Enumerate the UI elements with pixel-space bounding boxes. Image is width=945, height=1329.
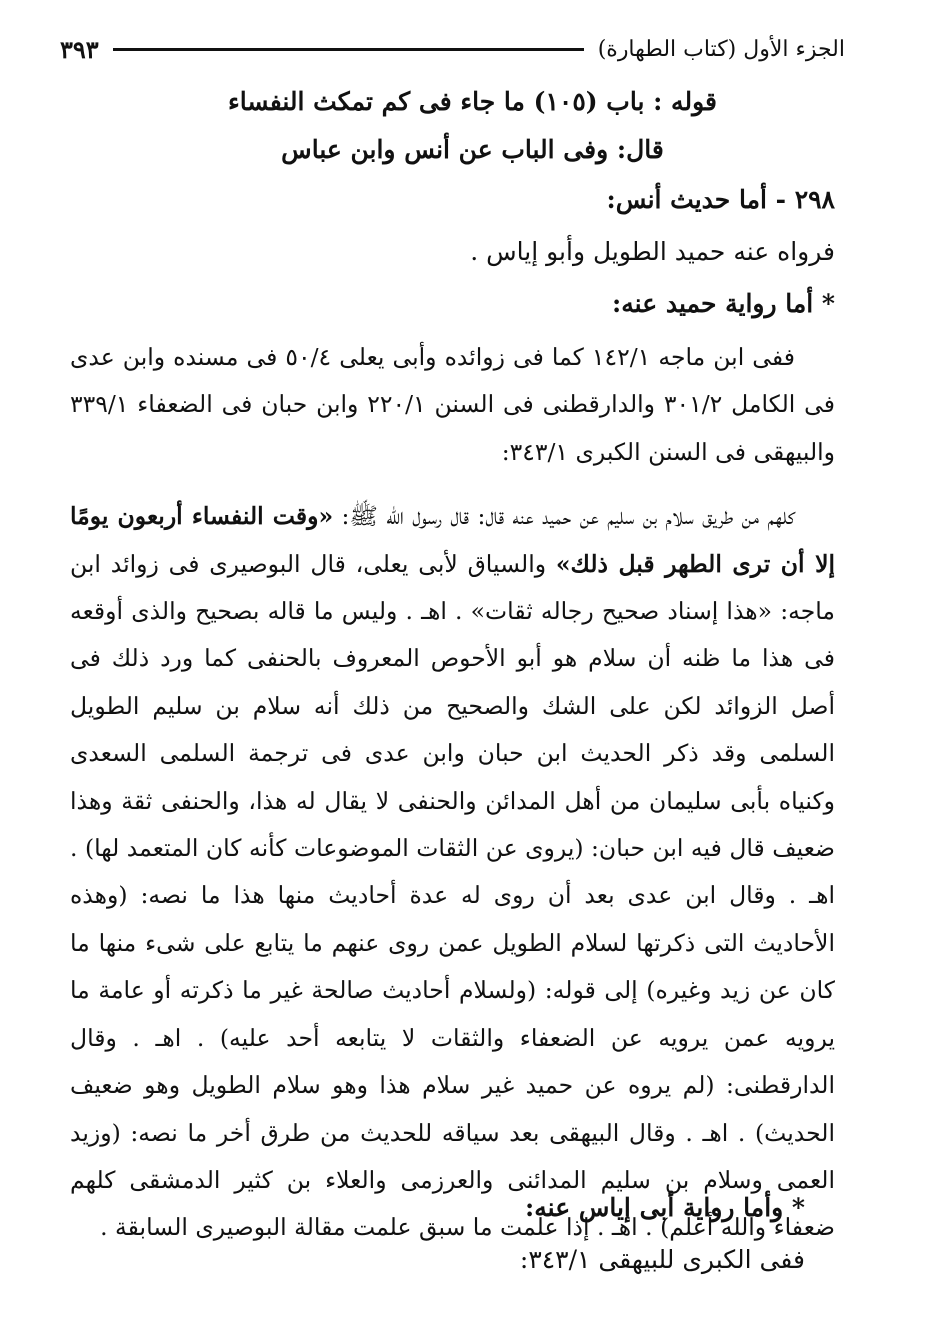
- hadith-item-title: ٢٩٨ - أما حديث أنس:: [606, 185, 835, 214]
- paragraph-mid: والسياق لأبى يعلى، قال البوصيرى فى زوائد ابن ماجه: «هذا إسناد صحيح رجاله ثقات» . اهـ .: [70, 549, 835, 626]
- paragraph-discussion: [70, 493, 835, 1252]
- paragraph-rest: وليس ما قاله بصحيح والذى أوقعه فى هذا ما ظنه أن سلام هو أبو الأحوص المعروف بالحنفى كما ورد ذلك فى أصل الزوائد لكن على الشك والصحيح من ذلك أنه سلام بن سليم الطويل السلمى وقد ذكر الحديث ابن حبان وابن عدى فى ترجمة السلمى السعدى وكنياه بأبى سليمان من أهل المدائن والحنفى لا يقال له هذا، والحنفى ثقة وهذا ضعيف قال فيه ابن حبان: (يروى عن الثقات الموضوعات كأنه كان المتعمد لها) . اهـ . وقال ابن عدى بعد أن روى له عدة أحاديث منها هذا ما نصه: (وهذه الأحاديث التى ذكرتها لسلام الطويل عمن روى عنهم ما يتابع على شىء منها ما كان عن زيد وغيره) إلى قوله: (ولسلام أحاديث صالحة غير ما ذكرته أو عامة ما يرويه عمن يرويه عن الضعفاء والثقات لا يتابعه أحد عليه) . اهـ . وقال الدارقطنى: (لم يروه عن حميد غير سلام هذا وهو سلام الطويل وهو ضعيف الحديث) . اهـ . وقال البيهقى بعد سياقه للحديث من طرق أخر ما نصه: (وزيد العمى وسلام بن سليم المدائنى والعرزمى والعلاء بن كثير الدمشقى كلهم ضعفاء والله أعلم) . اهـ . إذا علمت ما سبق علمت مقالة البوصيرى السابقة .: [70, 597, 835, 1242]
- running-title: الجزء الأول (كتاب الطهارة): [597, 36, 845, 62]
- paragraph-sources: ففى ابن ماجه ١٤٢/١ كما فى زوائده وأبى يعلى ٥٠/٤ فى مسنده وابن عدى فى الكامل ٣٠١/٢ والدارقطنى فى السنن ٢٢٠/١ وابن حبان فى الضعفاء ٣٣٩/١ والبيهقى فى السنن الكبرى ٣٤٣/١:: [70, 343, 835, 466]
- chapter-subheading: قال: وفى الباب عن أنس وابن عباس: [281, 135, 664, 164]
- intro-line: فرواه عنه حميد الطويل وأبو إياس .: [470, 237, 835, 266]
- section-heading-humaid: * أما رواية حميد عنه:: [612, 289, 835, 318]
- body-text: [70, 334, 835, 1252]
- page-number: ٣٩٣: [60, 34, 99, 64]
- final-line: ففى الكبرى للبيهقى ٣٤٣/١:: [519, 1245, 805, 1274]
- header-rule: [113, 48, 584, 51]
- paragraph-intro: كلهم من طريق سلام بن سليم عن حميد عنه قال: قال رسول الله ﷺ:: [333, 502, 795, 531]
- section-heading-abu-iyas: * وأما رواية أبى إياس عنه:: [525, 1193, 805, 1222]
- page-header: [60, 32, 845, 66]
- hadith-quote: «وقت النفساء أربعون يومًا إلا أن ترى الطهر قبل ذلك»: [70, 502, 836, 578]
- chapter-heading: قوله : باب (١٠٥) ما جاء فى كم تمكث النفساء: [228, 87, 717, 116]
